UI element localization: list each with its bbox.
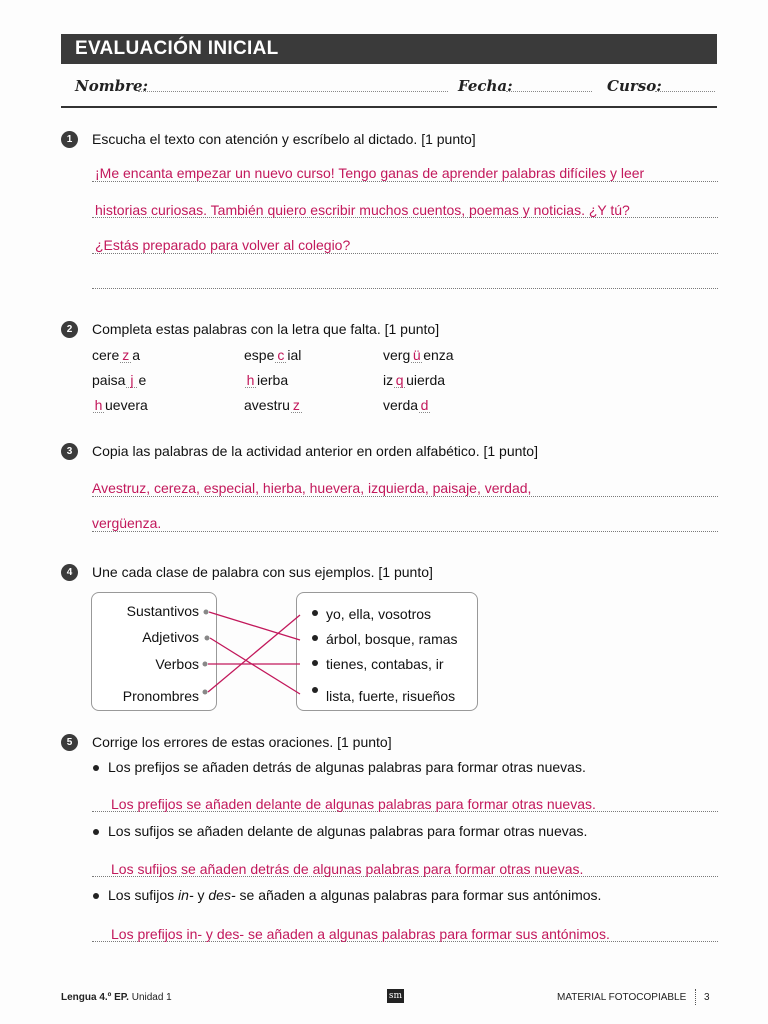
examples-4: lista, fuerte, risueños: [326, 688, 456, 704]
word-item: cere z a: [92, 347, 141, 363]
answer-3-line-2: vergüenza.: [92, 515, 162, 531]
question-number-4: 4: [61, 564, 78, 581]
correction-1: Los prefijos se añaden delante de algunas palabras para formar otras nuevas.: [111, 796, 596, 812]
bullet: [93, 765, 99, 771]
word-item: h ierba: [246, 372, 289, 388]
nombre-label: Nombre:: [75, 77, 149, 95]
question-number-5: 5: [61, 734, 78, 751]
correction-2: Los sufijos se añaden detrás de algunas palabras para formar otras nuevas.: [111, 861, 584, 877]
publisher-logo: sm: [388, 991, 403, 1001]
match-line: [210, 638, 300, 694]
footer-material: MATERIAL FOTOCOPIABLE: [557, 992, 687, 1003]
page-title: EVALUACIÓN INICIAL: [75, 38, 279, 59]
question-4-text: Une cada clase de palabra con sus ejemplos. [1 punto]: [92, 564, 433, 580]
word-item: verda d: [383, 397, 429, 413]
sentence-1: Los prefijos se añaden detrás de algunas palabras para formar otras nuevas.: [108, 759, 586, 775]
answer-3-line-1: Avestruz, cereza, especial, hierba, huevera, izquierda, paisaje, verdad,: [92, 480, 532, 496]
question-5-text: Corrige los errores de estas oraciones. [1 punto]: [92, 734, 392, 750]
word-item: avestru z: [244, 397, 300, 413]
examples-2: árbol, bosque, ramas: [326, 631, 458, 647]
word-item: paisa j e: [92, 372, 147, 388]
match-dot-left[interactable]: [203, 662, 208, 667]
question-3-text: Copia las palabras de la actividad anterior en orden alfabético. [1 punto]: [92, 443, 538, 459]
word-class-verbos: Verbos: [155, 656, 199, 672]
word-item: espe c ial: [244, 347, 302, 363]
word-class-sustantivos: Sustantivos: [126, 603, 199, 619]
correction-3: Los prefijos in- y des- se añaden a algunas palabras para formar sus antónimos.: [111, 926, 610, 942]
match-dot-left[interactable]: [204, 610, 209, 615]
match-dot-left[interactable]: [205, 636, 210, 641]
answer-1-line-3: ¿Estás preparado para volver al colegio?: [95, 237, 351, 253]
word-class-adjetivos: Adjetivos: [142, 629, 199, 645]
question-1-text: Escucha el texto con atención y escríbelo al dictado. [1 punto]: [92, 131, 476, 147]
word-item: verg ü enza: [383, 347, 454, 363]
examples-1: yo, ella, vosotros: [326, 606, 432, 622]
sentence-3: Los sufijos in- y des- se añaden a algunas palabras para formar sus antónimos.: [108, 887, 602, 903]
bullet: [93, 893, 99, 899]
footer-divider: [695, 989, 696, 1005]
page-number: 3: [704, 992, 710, 1003]
curso-label: Curso:: [607, 77, 662, 95]
answer-1-line-1: ¡Me encanta empezar un nuevo curso! Tengo ganas de aprender palabras difíciles y leer: [95, 165, 645, 181]
word-class-pronombres: Pronombres: [122, 688, 199, 704]
word-item: h uevera: [94, 397, 148, 413]
answer-1-line-2: historias curiosas. También quiero escribir muchos cuentos, poemas y noticias. ¿Y tú?: [95, 202, 630, 218]
match-dot-left[interactable]: [203, 690, 208, 695]
bullet: [93, 829, 99, 835]
word-item: iz q uierda: [383, 372, 446, 388]
sentence-2: Los sufijos se añaden delante de algunas palabras para formar otras nuevas.: [108, 823, 588, 839]
examples-3: tienes, contabas, ir: [326, 656, 444, 672]
footer-book: Lengua 4.º EP. Unidad 1: [61, 992, 172, 1003]
question-number-2: 2: [61, 321, 78, 338]
question-2-text: Completa estas palabras con la letra que falta. [1 punto]: [92, 321, 440, 337]
question-number-1: 1: [61, 131, 78, 148]
match-line: [208, 615, 300, 692]
question-number-3: 3: [61, 443, 78, 460]
fecha-label: Fecha:: [458, 77, 513, 95]
